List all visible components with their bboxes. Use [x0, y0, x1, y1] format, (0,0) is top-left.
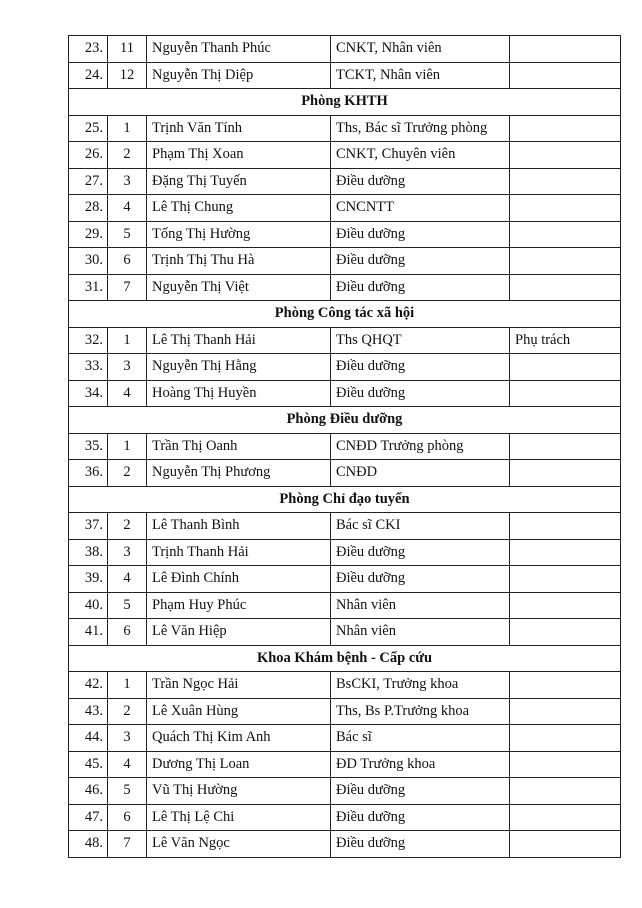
table-row — [69, 804, 621, 831]
position-cell: Nhân viên — [331, 592, 510, 619]
dept-number-cell: 5 — [108, 221, 147, 248]
row-index-cell: 25. — [69, 115, 108, 142]
name-cell: Trần Ngọc Hải — [147, 672, 331, 699]
name-cell: Dương Thị Loan — [147, 751, 331, 778]
section-row — [69, 301, 621, 328]
table-row — [69, 672, 621, 699]
table-row — [69, 831, 621, 858]
row-index-cell: 23. — [69, 36, 108, 63]
dept-number-cell: 3 — [108, 725, 147, 752]
dept-number-cell: 4 — [108, 195, 147, 222]
row-index-cell: 46. — [69, 778, 108, 805]
row-index-cell: 35. — [69, 433, 108, 460]
note-cell — [510, 142, 621, 169]
dept-number-cell: 2 — [108, 142, 147, 169]
name-cell: Vũ Thị Hường — [147, 778, 331, 805]
table-row — [69, 354, 621, 381]
name-cell: Trịnh Thanh Hải — [147, 539, 331, 566]
name-cell: Hoàng Thị Huyền — [147, 380, 331, 407]
name-cell: Lê Văn Hiệp — [147, 619, 331, 646]
note-cell — [510, 62, 621, 89]
section-title: Phòng Điều dưỡng — [69, 407, 621, 434]
staff-table-body — [69, 36, 621, 858]
position-cell: Điều dưỡng — [331, 539, 510, 566]
name-cell: Nguyễn Thanh Phúc — [147, 36, 331, 63]
table-row — [69, 460, 621, 487]
note-cell — [510, 539, 621, 566]
dept-number-cell: 6 — [108, 619, 147, 646]
position-cell: Điều dưỡng — [331, 804, 510, 831]
dept-number-cell: 6 — [108, 804, 147, 831]
name-cell: Đặng Thị Tuyến — [147, 168, 331, 195]
position-cell: Bác sĩ — [331, 725, 510, 752]
name-cell: Phạm Huy Phúc — [147, 592, 331, 619]
name-cell: Lê Thị Thanh Hải — [147, 327, 331, 354]
position-cell: Ths QHQT — [331, 327, 510, 354]
position-cell: CNĐD Trưởng phòng — [331, 433, 510, 460]
position-cell: Nhân viên — [331, 619, 510, 646]
staff-table — [68, 35, 621, 858]
row-index-cell: 24. — [69, 62, 108, 89]
name-cell: Phạm Thị Xoan — [147, 142, 331, 169]
row-index-cell: 27. — [69, 168, 108, 195]
dept-number-cell: 1 — [108, 672, 147, 699]
section-row — [69, 486, 621, 513]
table-row — [69, 327, 621, 354]
row-index-cell: 32. — [69, 327, 108, 354]
row-index-cell: 45. — [69, 751, 108, 778]
table-row — [69, 36, 621, 63]
row-index-cell: 33. — [69, 354, 108, 381]
position-cell: Điều dưỡng — [331, 831, 510, 858]
dept-number-cell: 5 — [108, 592, 147, 619]
table-row — [69, 433, 621, 460]
dept-number-cell: 1 — [108, 327, 147, 354]
row-index-cell: 44. — [69, 725, 108, 752]
note-cell — [510, 380, 621, 407]
dept-number-cell: 6 — [108, 248, 147, 275]
table-row — [69, 221, 621, 248]
note-cell — [510, 566, 621, 593]
table-row — [69, 592, 621, 619]
table-row — [69, 142, 621, 169]
dept-number-cell: 1 — [108, 115, 147, 142]
note-cell — [510, 751, 621, 778]
row-index-cell: 37. — [69, 513, 108, 540]
table-row — [69, 248, 621, 275]
table-row — [69, 751, 621, 778]
dept-number-cell: 7 — [108, 831, 147, 858]
note-cell — [510, 274, 621, 301]
position-cell: CNCNTT — [331, 195, 510, 222]
row-index-cell: 42. — [69, 672, 108, 699]
row-index-cell: 28. — [69, 195, 108, 222]
position-cell: Điều dưỡng — [331, 221, 510, 248]
position-cell: Điều dưỡng — [331, 380, 510, 407]
section-title: Phòng KHTH — [69, 89, 621, 116]
name-cell: Nguyễn Thị Hằng — [147, 354, 331, 381]
row-index-cell: 29. — [69, 221, 108, 248]
table-row — [69, 566, 621, 593]
name-cell: Lê Thị Lệ Chi — [147, 804, 331, 831]
table-row — [69, 195, 621, 222]
position-cell: BsCKI, Trưởng khoa — [331, 672, 510, 699]
table-row — [69, 62, 621, 89]
position-cell: Điều dưỡng — [331, 566, 510, 593]
position-cell: Điều dưỡng — [331, 778, 510, 805]
table-row — [69, 115, 621, 142]
table-row — [69, 725, 621, 752]
note-cell — [510, 804, 621, 831]
dept-number-cell: 2 — [108, 460, 147, 487]
position-cell: Ths, Bs P.Trưởng khoa — [331, 698, 510, 725]
name-cell: Quách Thị Kim Anh — [147, 725, 331, 752]
section-row — [69, 89, 621, 116]
row-index-cell: 38. — [69, 539, 108, 566]
note-cell — [510, 460, 621, 487]
section-title: Phòng Công tác xã hội — [69, 301, 621, 328]
row-index-cell: 47. — [69, 804, 108, 831]
name-cell: Lê Thị Chung — [147, 195, 331, 222]
note-cell — [510, 698, 621, 725]
dept-number-cell: 7 — [108, 274, 147, 301]
position-cell: Điều dưỡng — [331, 168, 510, 195]
note-cell — [510, 672, 621, 699]
row-index-cell: 43. — [69, 698, 108, 725]
dept-number-cell: 4 — [108, 380, 147, 407]
dept-number-cell: 4 — [108, 566, 147, 593]
position-cell: CNĐD — [331, 460, 510, 487]
dept-number-cell: 3 — [108, 168, 147, 195]
name-cell: Lê Văn Ngọc — [147, 831, 331, 858]
dept-number-cell: 4 — [108, 751, 147, 778]
note-cell — [510, 36, 621, 63]
dept-number-cell: 11 — [108, 36, 147, 63]
table-row — [69, 698, 621, 725]
dept-number-cell: 3 — [108, 539, 147, 566]
position-cell: Bác sĩ CKI — [331, 513, 510, 540]
note-cell: Phụ trách — [510, 327, 621, 354]
position-cell: ĐD Trưởng khoa — [331, 751, 510, 778]
section-title: Phòng Chỉ đạo tuyến — [69, 486, 621, 513]
dept-number-cell: 12 — [108, 62, 147, 89]
row-index-cell: 36. — [69, 460, 108, 487]
note-cell — [510, 115, 621, 142]
name-cell: Trịnh Thị Thu Hà — [147, 248, 331, 275]
position-cell: CNKT, Chuyên viên — [331, 142, 510, 169]
table-row — [69, 539, 621, 566]
row-index-cell: 40. — [69, 592, 108, 619]
name-cell: Nguyễn Thị Việt — [147, 274, 331, 301]
section-title: Khoa Khám bệnh - Cấp cứu — [69, 645, 621, 672]
name-cell: Lê Xuân Hùng — [147, 698, 331, 725]
name-cell: Lê Đình Chính — [147, 566, 331, 593]
name-cell: Lê Thanh Bình — [147, 513, 331, 540]
table-row — [69, 380, 621, 407]
row-index-cell: 48. — [69, 831, 108, 858]
section-row — [69, 407, 621, 434]
note-cell — [510, 195, 621, 222]
row-index-cell: 39. — [69, 566, 108, 593]
note-cell — [510, 592, 621, 619]
row-index-cell: 31. — [69, 274, 108, 301]
dept-number-cell: 3 — [108, 354, 147, 381]
note-cell — [510, 221, 621, 248]
position-cell: Điều dưỡng — [331, 354, 510, 381]
note-cell — [510, 513, 621, 540]
note-cell — [510, 619, 621, 646]
dept-number-cell: 2 — [108, 698, 147, 725]
table-row — [69, 274, 621, 301]
table-row — [69, 619, 621, 646]
row-index-cell: 26. — [69, 142, 108, 169]
dept-number-cell: 2 — [108, 513, 147, 540]
name-cell: Nguyễn Thị Phương — [147, 460, 331, 487]
note-cell — [510, 831, 621, 858]
dept-number-cell: 5 — [108, 778, 147, 805]
table-row — [69, 513, 621, 540]
note-cell — [510, 354, 621, 381]
note-cell — [510, 248, 621, 275]
section-row — [69, 645, 621, 672]
row-index-cell: 34. — [69, 380, 108, 407]
name-cell: Tống Thị Hường — [147, 221, 331, 248]
name-cell: Trần Thị Oanh — [147, 433, 331, 460]
note-cell — [510, 778, 621, 805]
note-cell — [510, 725, 621, 752]
table-row — [69, 778, 621, 805]
position-cell: Điều dưỡng — [331, 248, 510, 275]
position-cell: Điều dưỡng — [331, 274, 510, 301]
row-index-cell: 30. — [69, 248, 108, 275]
position-cell: TCKT, Nhân viên — [331, 62, 510, 89]
position-cell: Ths, Bác sĩ Trưởng phòng — [331, 115, 510, 142]
position-cell: CNKT, Nhân viên — [331, 36, 510, 63]
row-index-cell: 41. — [69, 619, 108, 646]
note-cell — [510, 433, 621, 460]
note-cell — [510, 168, 621, 195]
name-cell: Nguyễn Thị Diệp — [147, 62, 331, 89]
table-row — [69, 168, 621, 195]
name-cell: Trịnh Văn Tính — [147, 115, 331, 142]
dept-number-cell: 1 — [108, 433, 147, 460]
